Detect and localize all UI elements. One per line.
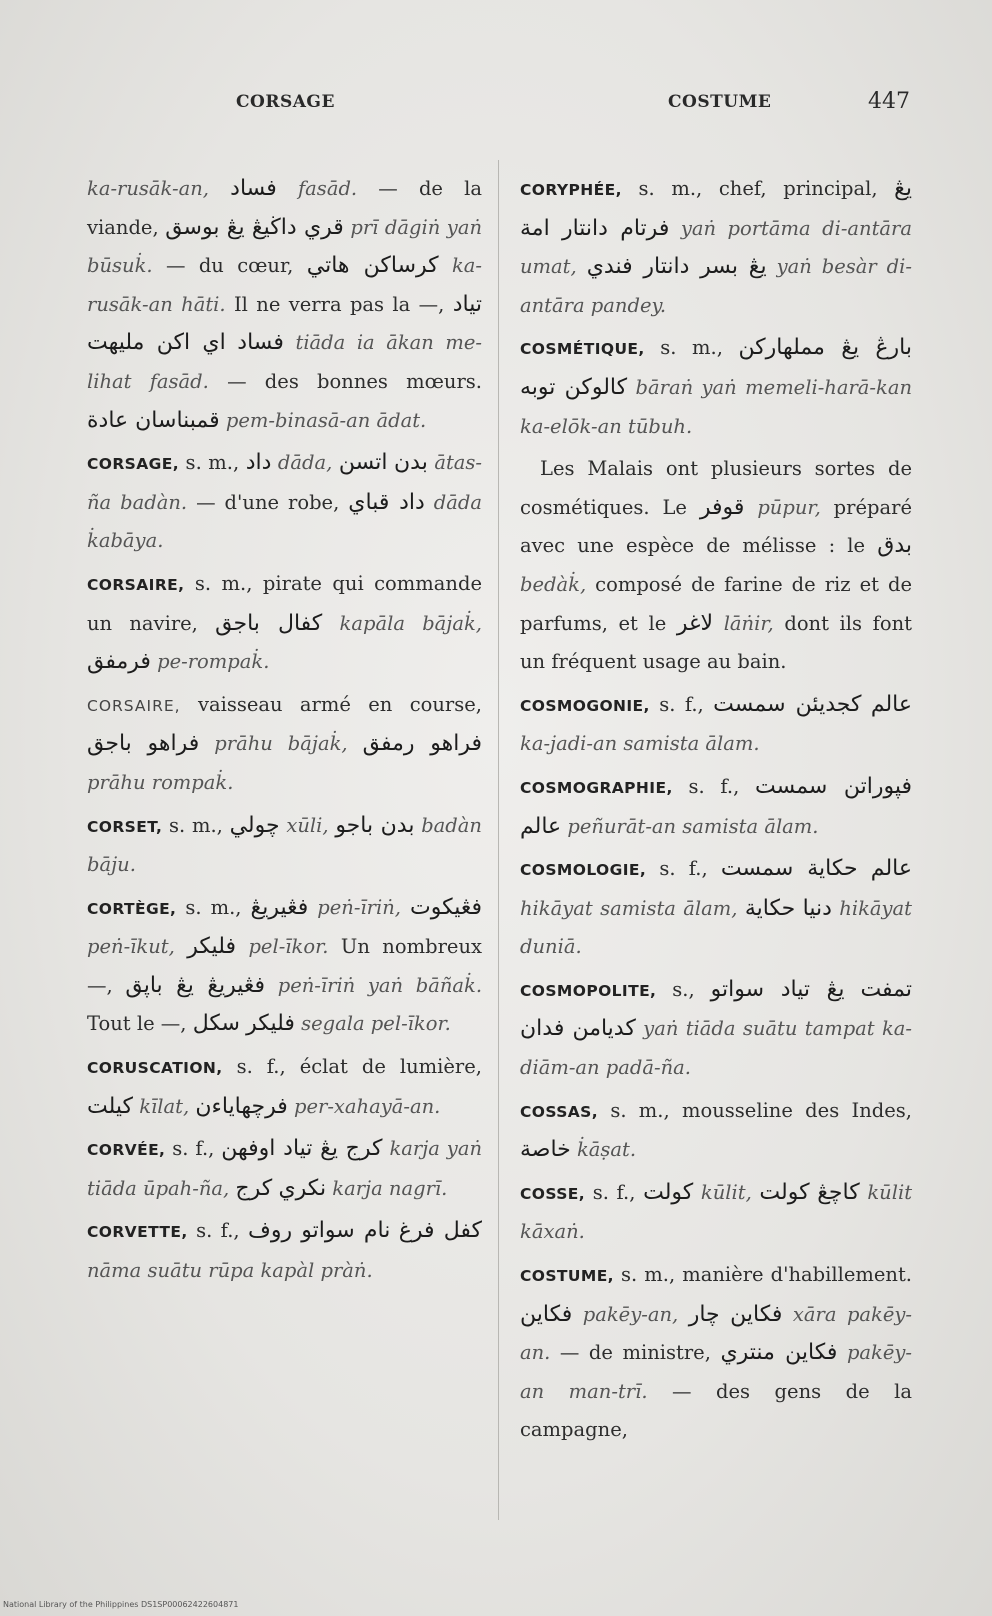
french-text: vaisseau armé en course, xyxy=(180,692,482,716)
headword: CORSAGE, xyxy=(87,455,180,474)
transliteration: badàn bāju. xyxy=(87,813,482,877)
jawi-text: فليکر xyxy=(246,1011,295,1037)
jawi-text: عالم xyxy=(520,813,562,839)
transliteration: pe-rompak̇. xyxy=(157,650,270,674)
headword: CORYPHÉE, xyxy=(520,181,622,199)
headword: COSTUME, xyxy=(520,1267,614,1286)
headword: COSMOPOLITE, xyxy=(520,981,657,1000)
jawi-text: نکري xyxy=(278,1175,327,1201)
jawi-text: کيلت xyxy=(87,1093,133,1119)
transliteration: xūli, xyxy=(286,813,329,837)
entry-coruscation xyxy=(87,1048,482,1126)
entry-corset xyxy=(87,807,482,885)
transliteration: pūpur, xyxy=(757,495,821,519)
french-text: s. f., xyxy=(672,774,740,798)
french-text: s. f., xyxy=(646,857,708,881)
french-text: s. m., xyxy=(179,451,240,475)
transliteration: ka-rusāk-an hāti. xyxy=(87,254,483,316)
transliteration: prāhu bājak̇, xyxy=(214,732,348,756)
jawi-text: فڽوراتن سمست xyxy=(754,773,912,799)
transliteration: hikāyat samista ālam, xyxy=(520,896,738,920)
jawi-text: فکاين منتري xyxy=(720,1340,838,1366)
right-column xyxy=(520,170,912,1450)
jawi-text: تياد اي اکن مليهت xyxy=(87,291,482,356)
jawi-text: فساد xyxy=(237,330,284,356)
french-text: — du cœur, xyxy=(152,254,294,278)
jawi-text: کجديئن سمست xyxy=(713,691,862,717)
transliteration: pakēy-an, xyxy=(582,1302,679,1326)
page-number: 447 xyxy=(868,89,910,114)
jawi-text: فکاين xyxy=(520,1301,573,1327)
entry-cortege xyxy=(87,889,482,1044)
entry-cosmogonie xyxy=(520,686,912,764)
jawi-text: حکاية xyxy=(744,895,796,921)
transliteration: pem-binasā-an ādat. xyxy=(225,408,427,432)
transliteration: kapāla bājak̇, xyxy=(339,611,482,635)
french-text: composé de farine de riz et de parfums, et le xyxy=(520,572,912,635)
entry-continuation xyxy=(87,170,482,440)
column-divider xyxy=(498,160,499,1520)
jawi-text: کولت xyxy=(759,1179,810,1205)
entry-cosmographie xyxy=(520,768,912,846)
french-text: s. m., mousseline des Indes, xyxy=(598,1098,912,1122)
jawi-text: کالوکن توبه xyxy=(520,374,628,400)
jawi-text: نام سواتو روف xyxy=(248,1218,391,1244)
jawi-text: تمفت کديامن فدان xyxy=(520,976,913,1042)
entry-cosmopolite xyxy=(520,971,912,1088)
french-text: dont ils font un fréquent usage au bain. xyxy=(520,611,912,674)
transliteration: prī dāgiṅ yaṅ būsuk̇. xyxy=(87,215,482,278)
headword: CORUSCATION, xyxy=(87,1059,223,1078)
headword: COSMÉTIQUE, xyxy=(520,340,645,359)
transliteration: kūlit kāxaṅ. xyxy=(520,1180,913,1244)
transliteration: pel-īkor. xyxy=(248,935,329,959)
jawi-text: کرج يڠ تياد اوفهن xyxy=(221,1136,383,1162)
headword: COSMOLOGIE, xyxy=(520,861,647,880)
transliteration: nāma suātu rūpa kapàl pràṅ. xyxy=(87,1259,373,1283)
transliteration: ātas-ña badàn. xyxy=(87,451,483,514)
jawi-text: فليکر xyxy=(187,934,236,960)
jawi-text: عالم xyxy=(870,856,912,882)
transliteration: peṅ-īkut, xyxy=(87,935,175,959)
jawi-text: کاچڠ xyxy=(817,1179,860,1205)
transliteration: lāṅir, xyxy=(723,611,774,635)
french-text: s., xyxy=(656,977,695,1001)
scan-credit xyxy=(3,1600,238,1609)
jawi-text: فڠيکوت xyxy=(410,894,482,920)
jawi-text: فکاين xyxy=(730,1301,783,1327)
transliteration: per-xahayā-an. xyxy=(294,1094,441,1118)
french-text: s. m., xyxy=(176,895,242,919)
jawi-text: حکاية سمست xyxy=(720,856,858,882)
jawi-text: سکل xyxy=(192,1011,240,1037)
headword: CORSAIRE, xyxy=(87,575,185,594)
transliteration: bedàk̇, xyxy=(520,572,587,596)
transliteration: ka-jadi-an samista ālam. xyxy=(520,732,760,756)
french-text: s. f., éclat de lumière, xyxy=(222,1055,482,1079)
jawi-text: چار xyxy=(688,1301,720,1327)
transliteration: k̇āṣat. xyxy=(576,1138,637,1162)
french-text: Un nombreux —, xyxy=(87,935,483,997)
headword: COSSAS, xyxy=(520,1102,599,1121)
french-text: Les Malais ont plusieurs sortes de cosmétiques. Le xyxy=(520,457,912,519)
transliteration: bāraṅ yaṅ memeli-harā-kan ka-elōk-an tūbuh. xyxy=(520,375,913,438)
french-text: s. m., xyxy=(162,813,223,837)
jawi-text: يڠ تياد سواتو xyxy=(710,976,845,1002)
entry-cosmetique xyxy=(520,329,912,446)
french-text: s. m., chef, principal, xyxy=(621,177,878,200)
jawi-text: قوفر xyxy=(699,494,745,520)
transliteration: kīlat, xyxy=(139,1094,190,1118)
left-column xyxy=(87,170,482,1291)
jawi-text: کفل فرغ xyxy=(398,1218,483,1244)
french-text: Il ne verra pas la —, xyxy=(225,292,445,316)
french-text: s. f., xyxy=(165,1137,215,1161)
headword: CORTÈGE, xyxy=(87,899,177,918)
headword: COSMOGRAPHIE, xyxy=(520,778,673,797)
scan-id: DS1SP00062422604871 xyxy=(140,1600,239,1609)
transliteration: yaṅ besàr di-antāra pandey. xyxy=(520,255,912,317)
entry-coryphee xyxy=(520,170,912,325)
jawi-text: چولي xyxy=(229,812,280,838)
entry-corsaire-vessel xyxy=(87,686,482,803)
transliteration: xāra pakēy-an. xyxy=(520,1302,913,1365)
entry-corvee xyxy=(87,1130,482,1208)
headword: COSMOGONIE, xyxy=(520,696,650,715)
french-text: s. f., xyxy=(585,1180,636,1204)
french-text: s. m., xyxy=(644,336,723,360)
transliteration: peṅ-īriṅ, xyxy=(317,895,401,919)
jawi-text: يڠ بسر دانتار فندي xyxy=(586,254,767,280)
jawi-text: فڠيريڠ xyxy=(250,894,309,920)
jawi-text: عالم xyxy=(870,691,912,717)
headword: CORSAIRE, xyxy=(87,696,181,715)
transliteration: yaṅ tiāda suātu tampat ka-diām-an padā-ña. xyxy=(520,1017,912,1080)
transliteration: peñurāt-an samista ālam. xyxy=(567,814,819,838)
transliteration: segala pel-īkor. xyxy=(301,1012,451,1036)
jawi-text: قمبناسان عادة xyxy=(87,407,220,433)
french-text: s. f., xyxy=(187,1219,240,1243)
jawi-text: بدق xyxy=(877,533,912,559)
french-text: Tout le —, xyxy=(87,1012,187,1036)
jawi-text: داد xyxy=(245,450,272,476)
entry-cossas xyxy=(520,1092,912,1170)
library-credit: National Library of the Philippines xyxy=(3,1600,139,1609)
headword: CORVETTE, xyxy=(87,1223,188,1242)
entry-corvette xyxy=(87,1212,482,1290)
jawi-text: کفال باجق xyxy=(215,610,323,636)
entry-cosse xyxy=(520,1174,912,1252)
transliteration: karja yaṅ tiāda ūpah-ña, xyxy=(87,1137,483,1200)
jawi-text: قري داڬيڠ يڠ بوسق xyxy=(165,214,344,240)
jawi-text: کرج xyxy=(235,1175,273,1201)
transliteration: fasād. xyxy=(297,177,358,200)
transliteration: peṅ-īriṅ yaṅ bāñak̇. xyxy=(277,973,483,997)
jawi-text: کولت xyxy=(643,1179,694,1205)
transliteration: ka-rusāk-an, xyxy=(87,177,209,200)
transliteration: dāda k̇abāya. xyxy=(87,490,482,553)
entry-corsage xyxy=(87,444,482,561)
jawi-text: داد قباي xyxy=(348,489,425,515)
transliteration: kūlit, xyxy=(700,1180,752,1204)
note-paragraph xyxy=(520,450,912,682)
jawi-text: يڠ فرتام دانتار امة xyxy=(520,176,913,241)
transliteration: yaṅ portāma di-antāra umat, xyxy=(520,216,913,279)
jawi-text: فرچهاياءن xyxy=(195,1093,288,1119)
french-text: s. m., pirate qui commande un navire, xyxy=(87,571,482,635)
jawi-text: اتسن xyxy=(338,450,388,476)
running-header-left: CORSAGE xyxy=(236,92,335,112)
jawi-text: فرمفق xyxy=(87,649,151,675)
jawi-text: فراهو رمفق xyxy=(362,731,482,757)
transliteration: prāhu rompak̇. xyxy=(87,770,234,794)
jawi-text: فڠيريڠ يڠ باڽق xyxy=(125,972,266,998)
jawi-text: بدن xyxy=(393,450,428,476)
headword: CORVÉE, xyxy=(87,1141,166,1160)
running-header-right: COSTUME xyxy=(668,92,772,112)
french-text: s. m., manière d'habillement. xyxy=(613,1263,912,1287)
jawi-text: خاصة xyxy=(520,1137,571,1163)
headword: COSSE, xyxy=(520,1184,586,1203)
french-text: — d'une robe, xyxy=(187,490,340,514)
jawi-text: فساد xyxy=(230,176,277,201)
headword: CORSET, xyxy=(87,817,163,836)
entry-cosmologie xyxy=(520,850,912,967)
jawi-text: بارڠ يڠ مملهارکن xyxy=(738,335,912,361)
transliteration: hikāyat duniā. xyxy=(520,896,913,959)
transliteration: pakēy-an man-trī. xyxy=(520,1341,913,1403)
french-text: — des bonnes mœurs. xyxy=(208,369,482,393)
entry-corsaire xyxy=(87,565,482,682)
french-text: — des gens de la campagne, xyxy=(520,1379,913,1442)
jawi-text: دنيا xyxy=(802,895,832,921)
transliteration: dāda, xyxy=(277,451,333,475)
transliteration: tiāda ia ākan me-lihat fasād. xyxy=(87,331,482,393)
jawi-text: فراهو باجق xyxy=(87,731,200,757)
french-text: s. f., xyxy=(649,692,704,716)
french-text: préparé avec une espèce de mélisse : le xyxy=(520,495,912,558)
transliteration: karja nagrī. xyxy=(332,1176,448,1200)
jawi-text: کرساکن هاتي xyxy=(306,253,439,279)
french-text: — de la viande, xyxy=(87,177,482,239)
jawi-text: بدن باجو xyxy=(335,812,415,838)
jawi-text: لاغر xyxy=(676,610,714,636)
french-text: — de ministre, xyxy=(550,1341,711,1365)
entry-costume xyxy=(520,1256,912,1450)
